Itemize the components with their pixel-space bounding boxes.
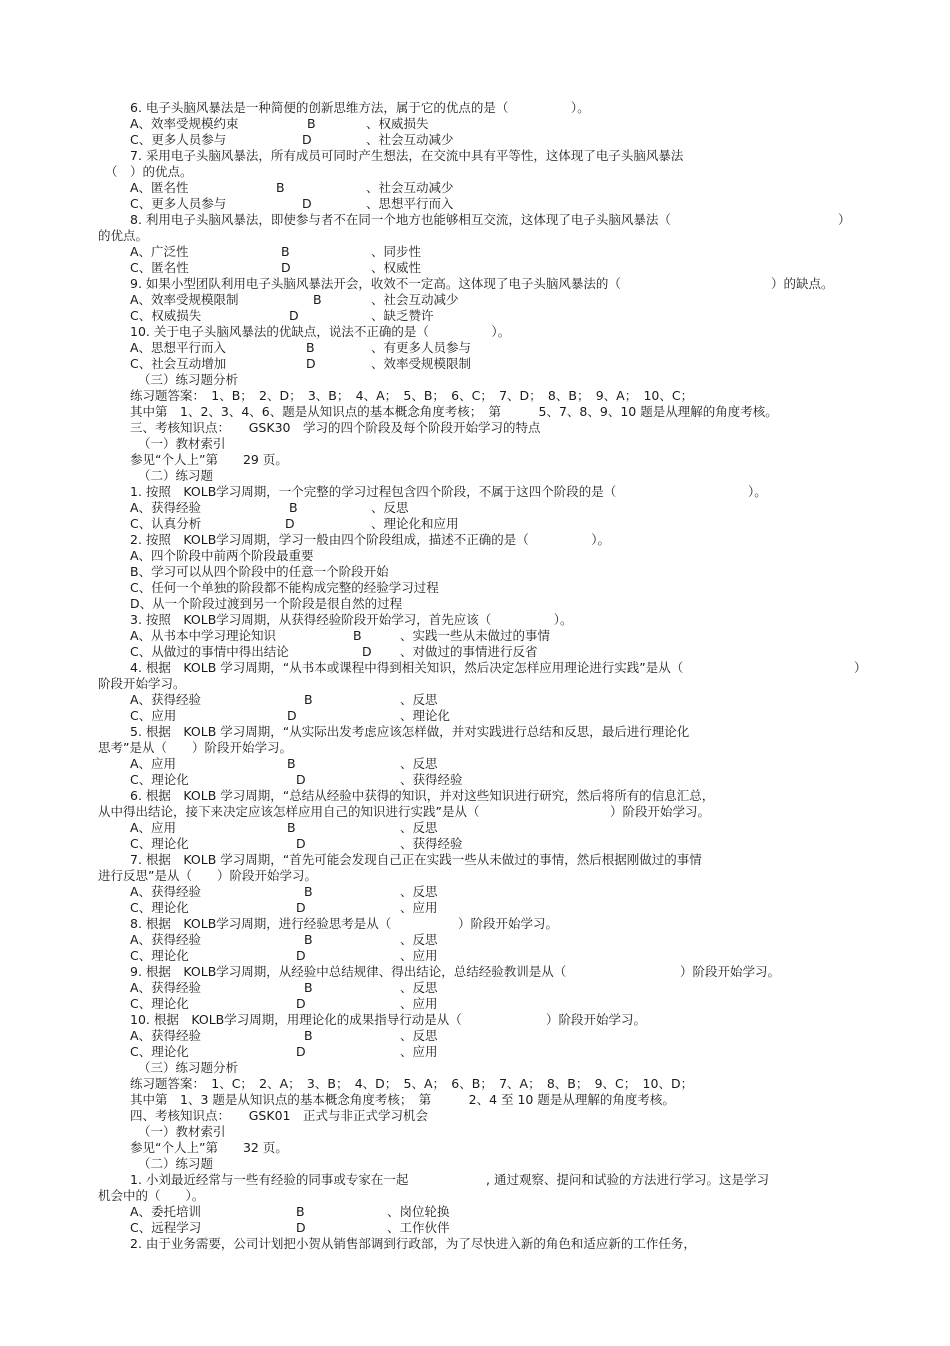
text-line-s3q2a: A、四个阶段中前两个阶段最重要 xyxy=(130,548,314,563)
text-line-s3q4ab-1: B xyxy=(304,692,313,707)
text-line-s2q9cd-1: D xyxy=(289,308,299,323)
text-line-s2q10cd-1: D xyxy=(306,356,316,371)
text-line-s3q3ab-1: B xyxy=(353,628,362,643)
text-line-s3q5ab-2: 、反思 xyxy=(400,756,438,771)
text-line-s3q6cd-2: 、获得经验 xyxy=(400,836,463,851)
text-line-s3q5a: 5. 根据 KOLB 学习周期，“从实际出发考虑应该怎样做，并对实践进行总结和反思，最后进行理论化 xyxy=(130,724,690,739)
text-line-s3q2: 2. 按照 KOLB学习周期，学习一般由四个阶段组成，描述不正确的是（ ）。 xyxy=(130,532,611,547)
text-line-s3q5b: 思考”是从（ ）阶段开始学习。 xyxy=(98,740,292,755)
text-line-s3q10cd-1: D xyxy=(296,1044,306,1059)
text-line-s2q6cd-1: D xyxy=(302,132,312,147)
text-line-s2q8cd-1: D xyxy=(281,260,291,275)
text-line-s2q8ab-1: B xyxy=(281,244,290,259)
text-line-s2q9cd-0: C、权威损失 xyxy=(130,308,202,323)
text-line-s3q9cd-1: D xyxy=(296,996,306,1011)
text-line-s3q4cd-2: 、理论化 xyxy=(400,708,451,723)
text-line-s2q8cd-2: 、权威性 xyxy=(371,260,422,275)
text-line-s3q8ab-2: 、反思 xyxy=(400,932,438,947)
text-line-s3q1-0: 1. 按照 KOLB学习周期，一个完整的学习过程包含四个阶段，不属于这四个阶段的是（ xyxy=(130,484,617,499)
text-line-s3q6cd-1: D xyxy=(296,836,306,851)
text-line-s3q6cd-0: C、理论化 xyxy=(130,836,189,851)
text-line-s3q7ab-1: B xyxy=(304,884,313,899)
text-line-s3q7cd-2: 、应用 xyxy=(400,900,438,915)
text-line-s2q6ab-1: B xyxy=(307,116,316,131)
text-line-s3q1cd-0: C、认真分析 xyxy=(130,516,202,531)
text-line-s4q1cd-2: 、工作伙伴 xyxy=(387,1220,450,1235)
text-line-s3q3ab-0: A、从书本中学习理论知识 xyxy=(130,628,277,643)
text-line-s4q1ab-0: A、委托培训 xyxy=(130,1204,202,1219)
text-line-s3q7ab-2: 、反思 xyxy=(400,884,438,899)
text-line-s3q2b: B、学习可以从四个阶段中的任意一个阶段开始 xyxy=(130,564,389,579)
text-line-s3q5ab-0: A、应用 xyxy=(130,756,177,771)
text-line-s3q1cd-2: 、理论化和应用 xyxy=(371,516,459,531)
text-line-s2q8a-0: 8. 利用电子头脑风暴法，即使参与者不在同一个地方也能够相互交流，这体现了电子头脑风暴法（ xyxy=(130,212,671,227)
text-line-s2q6ab-0: A、效率受规模约束 xyxy=(130,116,239,131)
text-line-s2q6cd-0: C、更多人员参与 xyxy=(130,132,227,147)
text-line-s3an: （三）练习题分析 xyxy=(138,1060,239,1075)
text-line-s4q1ab-2: 、岗位轮换 xyxy=(387,1204,450,1219)
text-line-s4q1a-1: , 通过观察、提问和试验的方法进行学习。这是学习 xyxy=(486,1172,769,1187)
text-line-s2q7a: 7. 采用电子头脑风暴法，所有成员可同时产生想法，在交流中具有平等性，这体现了电子头脑风暴法 xyxy=(130,148,684,163)
text-line-s3q6a: 6. 根据 KOLB 学习周期，“总结从经验中获得的知识，并对这些知识进行研究，然后将所有的信息汇总， xyxy=(130,788,715,803)
text-line-s2ans: 练习题答案： 1、B； 2、D； 3、B； 4、A； 5、B； 6、C； 7、D； 8、B； 9、A； 10、C； xyxy=(130,388,694,403)
text-line-s3q9-1: ）阶段开始学习。 xyxy=(680,964,781,979)
text-line-s4i2: （二）练习题 xyxy=(138,1156,214,1171)
text-line-s3q8-0: 8. 根据 KOLB学习周期，进行经验思考是从（ xyxy=(130,916,392,931)
text-line-s3q1ab-1: B xyxy=(289,500,298,515)
text-line-s2q9-1: ）的缺点。 xyxy=(771,276,834,291)
text-line-s2q6cd-2: 、社会互动减少 xyxy=(366,132,454,147)
text-line-s2q9-0: 9. 如果小型团队利用电子头脑风暴法开会，收效不一定高。这体现了电子头脑风暴法的（ xyxy=(130,276,621,291)
text-line-s4ref: 参见“个人上”第 32 页。 xyxy=(130,1140,288,1155)
text-line-s3q5cd-0: C、理论化 xyxy=(130,772,189,787)
text-line-s2q10cd-2: 、效率受规模限制 xyxy=(371,356,472,371)
text-line-s2q7cd-0: C、更多人员参与 xyxy=(130,196,227,211)
text-line-s3q8ab-0: A、获得经验 xyxy=(130,932,202,947)
text-line-s2expl: 其中第 1、2、3、4、6、题是从知识点的基本概念角度考核； 第 5、7、8、9、10 题是从理解的角度考核。 xyxy=(130,404,778,419)
text-line-s2q8a-1: ） xyxy=(838,212,851,227)
text-line-s3q5ab-1: B xyxy=(287,756,296,771)
text-line-s3q10ab-2: 、反思 xyxy=(400,1028,438,1043)
text-line-s3q5cd-2: 、获得经验 xyxy=(400,772,463,787)
text-line-s3q1cd-1: D xyxy=(285,516,295,531)
text-line-s2q9ab-2: 、社会互动减少 xyxy=(371,292,459,307)
text-line-s3q6ab-1: B xyxy=(287,820,296,835)
text-line-s3q10-0: 10. 根据 KOLB学习周期，用理论化的成果指导行动是从（ xyxy=(130,1012,462,1027)
text-line-s3q10cd-0: C、理论化 xyxy=(130,1044,189,1059)
text-line-s2q10ab-0: A、思想平行而入 xyxy=(130,340,227,355)
text-line-s3q4ab-2: 、反思 xyxy=(400,692,438,707)
text-line-s2q9ab-1: B xyxy=(313,292,322,307)
text-line-s3q3ab-2: 、实践一些从未做过的事情 xyxy=(400,628,551,643)
text-line-s2q7cd-2: 、思想平行而入 xyxy=(366,196,454,211)
text-line-s3q3cd-2: 、对做过的事情进行反省 xyxy=(400,644,538,659)
text-line-s3q8cd-2: 、应用 xyxy=(400,948,438,963)
text-line-s3q9ab-1: B xyxy=(304,980,313,995)
text-line-s3q7ab-0: A、获得经验 xyxy=(130,884,202,899)
text-line-s2q8cd-0: C、匿名性 xyxy=(130,260,189,275)
text-line-s3h: 三、考核知识点： GSK30 学习的四个阶段及每个阶段开始学习的特点 xyxy=(130,420,541,435)
text-line-s2q9ab-0: A、效率受规模限制 xyxy=(130,292,239,307)
text-line-s2q7cd-1: D xyxy=(302,196,312,211)
text-line-s4q1cd-1: D xyxy=(296,1220,306,1235)
text-line-s3q3cd-1: D xyxy=(362,644,372,659)
text-line-s4q1ab-1: B xyxy=(296,1204,305,1219)
text-line-s3q7b: 进行反思”是从（ ）阶段开始学习。 xyxy=(98,868,317,883)
text-line-s3q1-1: ）。 xyxy=(748,484,767,499)
text-line-s3q9ab-0: A、获得经验 xyxy=(130,980,202,995)
text-line-s3q3: 3. 按照 KOLB学习周期，从获得经验阶段开始学习，首先应该（ ）。 xyxy=(130,612,573,627)
text-line-s2q8b: 的优点。 xyxy=(98,228,149,243)
text-line-s3i2: （二）练习题 xyxy=(138,468,214,483)
text-line-s4q1cd-0: C、远程学习 xyxy=(130,1220,202,1235)
text-line-s3q9cd-2: 、应用 xyxy=(400,996,438,1011)
text-line-s3q10ab-1: B xyxy=(304,1028,313,1043)
text-line-s3q7a: 7. 根据 KOLB 学习周期，“首先可能会发现自己正在实践一些从未做过的事情，然后根据刚做过的事情 xyxy=(130,852,702,867)
text-line-s2q8ab-2: 、同步性 xyxy=(371,244,422,259)
text-line-s3q1ab-2: 、反思 xyxy=(371,500,409,515)
text-line-s2q10ab-1: B xyxy=(306,340,315,355)
text-line-s3q6b-1: ）阶段开始学习。 xyxy=(610,804,711,819)
text-line-s3ans: 练习题答案： 1、C； 2、A； 3、B； 4、D； 5、A； 6、B； 7、A； 8、B； 9、C； 10、D； xyxy=(130,1076,694,1091)
text-line-s2q10: 10. 关于电子头脑风暴法的优缺点，说法不正确的是（ ）。 xyxy=(130,324,511,339)
text-line-s3q6ab-2: 、反思 xyxy=(400,820,438,835)
text-line-s3q6b-0: 从中得出结论，接下来决定应该怎样应用自己的知识进行实践”是从（ xyxy=(98,804,480,819)
text-line-s2an: （三）练习题分析 xyxy=(138,372,239,387)
text-line-s3q8cd-1: D xyxy=(296,948,306,963)
text-line-s3q8cd-0: C、理论化 xyxy=(130,948,189,963)
text-line-s3q9-0: 9. 根据 KOLB学习周期，从经验中总结规律、得出结论，总结经验教训是从（ xyxy=(130,964,567,979)
text-line-s3expl: 其中第 1、3 题是从知识点的基本概念角度考核； 第 2、4 至 10 题是从理解的角度考核。 xyxy=(130,1092,675,1107)
text-line-s3q3cd-0: C、从做过的事情中得出结论 xyxy=(130,644,289,659)
text-line-s2q7ab-1: B xyxy=(276,180,285,195)
text-line-s3q10cd-2: 、应用 xyxy=(400,1044,438,1059)
text-line-s3ref: 参见“个人上”第 29 页。 xyxy=(130,452,288,467)
text-line-s2q7ab-2: 、社会互动减少 xyxy=(366,180,454,195)
text-line-s3q4b: 阶段开始学习。 xyxy=(98,676,186,691)
text-line-s2q10cd-0: C、社会互动增加 xyxy=(130,356,227,371)
text-line-s3q5cd-1: D xyxy=(296,772,306,787)
text-line-s2q10ab-2: 、有更多人员参与 xyxy=(371,340,472,355)
text-line-s4i1: （一）教材索引 xyxy=(138,1124,226,1139)
text-line-s2q6ab-2: 、权威损失 xyxy=(366,116,429,131)
text-line-s3q10ab-0: A、获得经验 xyxy=(130,1028,202,1043)
text-line-s3q4cd-1: D xyxy=(287,708,297,723)
text-line-s3q9cd-0: C、理论化 xyxy=(130,996,189,1011)
text-line-s3q8ab-1: B xyxy=(304,932,313,947)
text-line-s3q2c: C、任何一个单独的阶段都不能构成完整的经验学习过程 xyxy=(130,580,439,595)
text-line-s2q6: 6. 电子头脑风暴法是一种简便的创新思维方法，属于它的优点的是（ ）。 xyxy=(130,100,590,115)
text-line-s3q7cd-0: C、理论化 xyxy=(130,900,189,915)
text-line-s2q9cd-2: 、缺乏赞许 xyxy=(371,308,434,323)
text-line-s3q8-1: ）阶段开始学习。 xyxy=(458,916,559,931)
text-line-s3q4cd-0: C、应用 xyxy=(130,708,177,723)
text-line-s3q2d: D、从一个阶段过渡到另一个阶段是很自然的过程 xyxy=(130,596,403,611)
text-line-s3q9ab-2: 、反思 xyxy=(400,980,438,995)
text-line-s3q1ab-0: A、获得经验 xyxy=(130,500,202,515)
text-line-s4q1b: 机会中的（ ）。 xyxy=(98,1188,205,1203)
text-line-s3q4ab-0: A、获得经验 xyxy=(130,692,202,707)
text-line-s4q1a-0: 1. 小刘最近经常与一些有经验的同事或专家在一起 xyxy=(130,1172,409,1187)
text-line-s2q8ab-0: A、广泛性 xyxy=(130,244,189,259)
text-line-s4q2a: 2. 由于业务需要，公司计划把小贺从销售部调到行政部，为了尽快进入新的角色和适应新的工作任务， xyxy=(130,1236,696,1251)
text-line-s3q7cd-1: D xyxy=(296,900,306,915)
text-line-s2q7b: （ ）的优点。 xyxy=(105,164,193,179)
text-line-s3q6ab-0: A、应用 xyxy=(130,820,177,835)
text-line-s4h: 四、考核知识点： GSK01 正式与非正式学习机会 xyxy=(130,1108,428,1123)
text-line-s3q4a-1: ） xyxy=(854,660,867,675)
text-line-s2q7ab-0: A、匿名性 xyxy=(130,180,189,195)
text-line-s3q4a-0: 4. 根据 KOLB 学习周期，“从书本或课程中得到相关知识，然后决定怎样应用理论进行实践”是从（ xyxy=(130,660,684,675)
text-line-s3q10-1: ）阶段开始学习。 xyxy=(546,1012,647,1027)
text-line-s3i1: （一）教材索引 xyxy=(138,436,226,451)
